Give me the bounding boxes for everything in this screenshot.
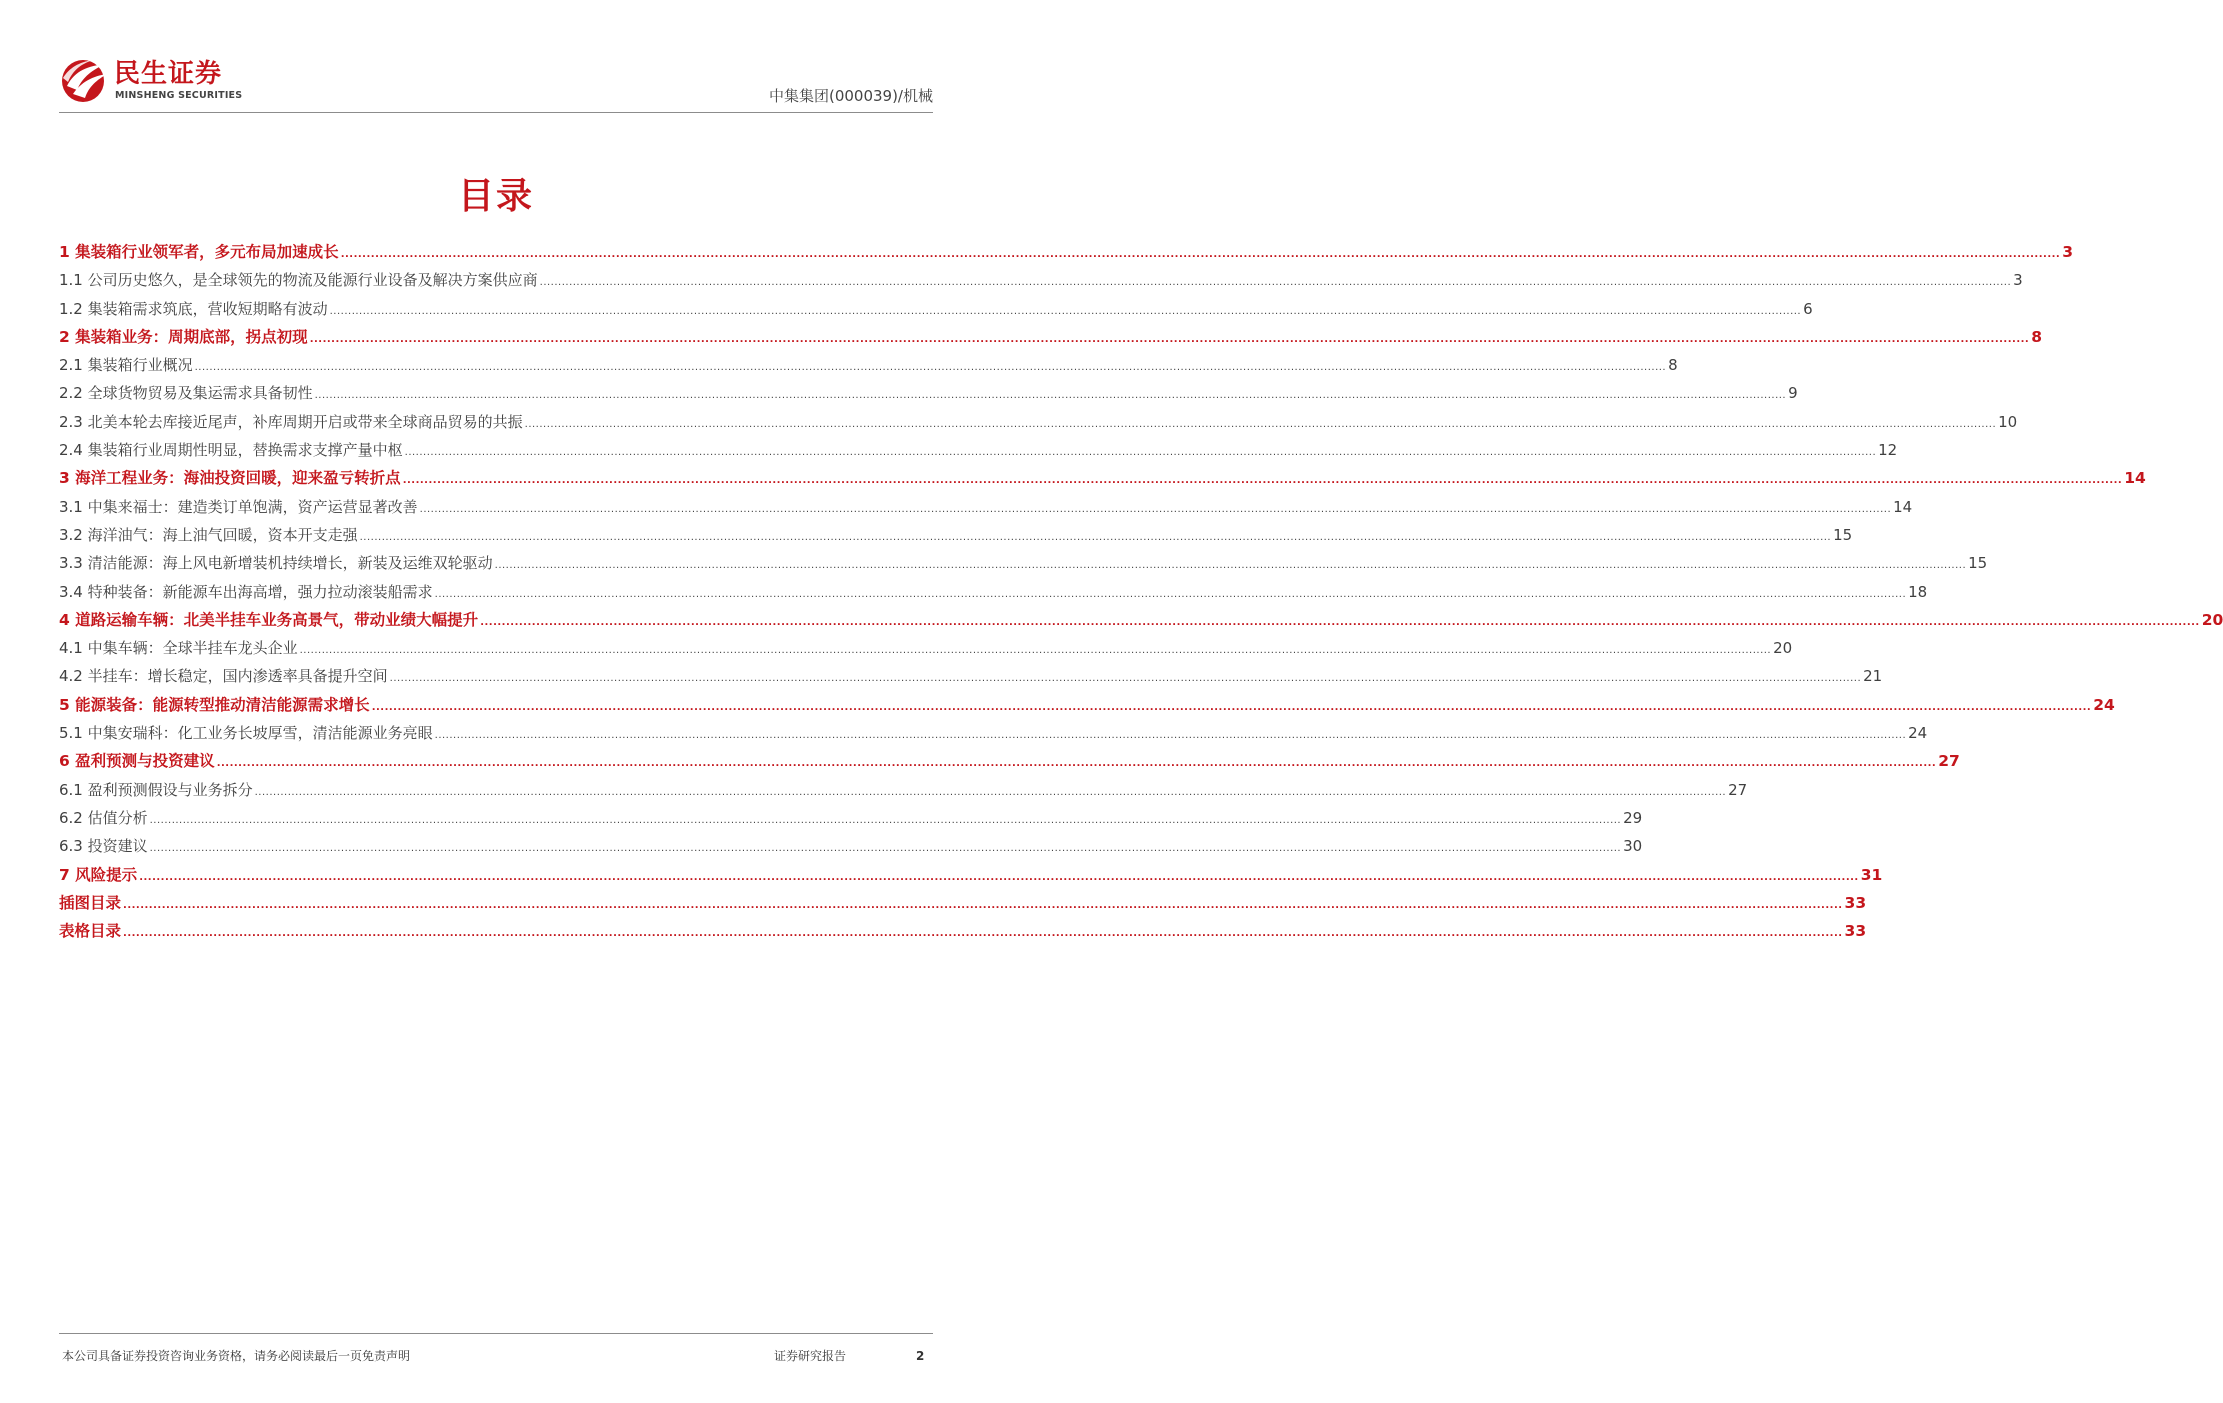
toc-entry-label: 6.1 盈利预测假设与业务拆分: [59, 780, 253, 799]
toc-leader-dots: ................................................................................................................................................................................................................................................................................................................................................................................................................: [371, 701, 2092, 713]
toc-entry-chapter[interactable]: [59, 323, 2043, 351]
toc-entry-label: 3.3 清洁能源：海上风电新增装机持续增长，新装及运维双轮驱动: [59, 554, 493, 573]
toc-entry-section[interactable]: [59, 408, 2018, 436]
logo-english-name: MINSHENG SECURITIES: [115, 90, 243, 101]
toc-leader-dots: ................................................................................................................................................................................................................................................................................................................................................................................................................: [402, 475, 2123, 487]
toc-entry-section[interactable]: [59, 719, 1928, 747]
toc-leader-dots: ................................................................................................................................................................................................................................................................................................................................................................................................................: [389, 673, 1862, 685]
toc-entry-page: 15: [1833, 525, 1853, 544]
toc-leader-dots: ................................................................................................................................................................................................................................................................................................................................................................................................................: [123, 899, 1843, 911]
toc-entry-section[interactable]: [59, 578, 1928, 606]
toc-entry-page: 20: [1773, 639, 1793, 658]
toc-entry-section[interactable]: [59, 634, 1793, 662]
toc-leader-dots: ................................................................................................................................................................................................................................................................................................................................................................................................................: [194, 362, 1667, 374]
toc-entry-page: 6: [1803, 299, 1813, 318]
toc-entry-page: 8: [1668, 356, 1678, 375]
toc-leader-dots: ................................................................................................................................................................................................................................................................................................................................................................................................................: [139, 871, 1859, 883]
toc-leader-dots: ................................................................................................................................................................................................................................................................................................................................................................................................................: [149, 843, 1622, 855]
table-of-contents: [59, 238, 2223, 945]
toc-leader-dots: ................................................................................................................................................................................................................................................................................................................................................................................................................: [419, 503, 1892, 515]
toc-entry-label: 1.2 集装箱需求筑底，营收短期略有波动: [59, 299, 328, 318]
toc-entry-label: 5.1 中集安瑞科：化工业务长坡厚雪，清洁能源业务亮眼: [59, 724, 433, 743]
toc-entry-label: 4 道路运输车辆：北美半挂车业务高景气，带动业绩大幅提升: [59, 610, 479, 629]
toc-title: 目录: [457, 176, 534, 217]
footer-disclaimer: 本公司具备证券投资咨询业务资格，请务必阅读最后一页免责声明: [62, 1349, 411, 1363]
toc-entry-chapter[interactable]: [59, 917, 1867, 945]
toc-entry-section[interactable]: [59, 521, 1853, 549]
toc-entry-page: 31: [1860, 865, 1883, 884]
toc-entry-label: 3.2 海洋油气：海上油气回暖，资本开支走强: [59, 525, 358, 544]
toc-entry-section[interactable]: [59, 266, 2023, 294]
toc-leader-dots: ................................................................................................................................................................................................................................................................................................................................................................................................................: [340, 249, 2061, 260]
toc-leader-dots: ................................................................................................................................................................................................................................................................................................................................................................................................................: [480, 616, 2200, 628]
toc-entry-page: 12: [1878, 441, 1898, 460]
toc-leader-dots: ................................................................................................................................................................................................................................................................................................................................................................................................................: [434, 588, 1907, 600]
logo-chinese-name: 民生证券: [114, 59, 223, 89]
toc-entry-section[interactable]: [59, 493, 1913, 521]
toc-entry-section[interactable]: [59, 832, 1643, 860]
toc-entry-page: 27: [1938, 752, 1960, 771]
toc-entry-page: 15: [1968, 554, 1988, 573]
toc-entry-page: 20: [2201, 610, 2223, 629]
toc-entry-label: 2.4 集装箱行业周期性明显，替换需求支撑产量中枢: [59, 441, 403, 460]
toc-entry-label: 3.4 特种装备：新能源车出海高增，强力拉动滚装船需求: [59, 582, 433, 601]
toc-leader-dots: ................................................................................................................................................................................................................................................................................................................................................................................................................: [524, 418, 1997, 430]
toc-entry-chapter[interactable]: [59, 238, 2074, 266]
toc-entry-label: 6 盈利预测与投资建议: [59, 752, 215, 771]
toc-entry-section[interactable]: [59, 351, 1678, 379]
toc-entry-section[interactable]: [59, 776, 1748, 804]
toc-entry-label: 7 风险提示: [59, 865, 138, 884]
toc-entry-page: 24: [1908, 724, 1928, 743]
toc-entry-page: 33: [1844, 893, 1867, 912]
toc-entry-label: 插图目录: [59, 893, 122, 912]
footer-divider: [59, 1333, 933, 1334]
toc-entry-label: 2.2 全球货物贸易及集运需求具备韧性: [59, 384, 313, 403]
toc-entry-chapter[interactable]: [59, 889, 1867, 917]
toc-entry-label: 3.1 中集来福士：建造类订单饱满，资产运营显著改善: [59, 497, 418, 516]
toc-leader-dots: ................................................................................................................................................................................................................................................................................................................................................................................................................: [216, 758, 1937, 770]
toc-entry-chapter[interactable]: [59, 747, 1960, 775]
toc-leader-dots: ................................................................................................................................................................................................................................................................................................................................................................................................................: [254, 786, 1727, 798]
toc-entry-section[interactable]: [59, 379, 1798, 407]
toc-leader-dots: ................................................................................................................................................................................................................................................................................................................................................................................................................: [329, 305, 1802, 317]
toc-entry-page: 9: [1788, 384, 1798, 403]
report-subject: 中集集团(000039)/机械: [768, 87, 933, 105]
toc-entry-page: 14: [2124, 469, 2146, 488]
toc-entry-chapter[interactable]: [59, 861, 1883, 889]
toc-leader-dots: ................................................................................................................................................................................................................................................................................................................................................................................................................: [494, 560, 1967, 572]
toc-entry-page: 24: [2093, 695, 2115, 714]
toc-entry-label: 表格目录: [59, 922, 122, 941]
toc-entry-page: 14: [1893, 497, 1913, 516]
toc-entry-page: 27: [1728, 780, 1748, 799]
company-logo: [59, 56, 259, 106]
toc-entry-page: 3: [2062, 243, 2074, 261]
toc-entry-page: 3: [2013, 271, 2023, 290]
toc-entry-page: 33: [1844, 922, 1867, 941]
toc-entry-label: 2.1 集装箱行业概况: [59, 356, 193, 375]
toc-leader-dots: ................................................................................................................................................................................................................................................................................................................................................................................................................: [359, 531, 1832, 543]
toc-leader-dots: ................................................................................................................................................................................................................................................................................................................................................................................................................: [434, 730, 1907, 742]
toc-entry-page: 30: [1623, 837, 1643, 856]
toc-leader-dots: ................................................................................................................................................................................................................................................................................................................................................................................................................: [309, 333, 2030, 345]
header-divider: [59, 112, 933, 113]
minsheng-logo-icon: [59, 56, 109, 104]
page-number: 2: [916, 1349, 925, 1363]
toc-entry-page: 8: [2031, 327, 2043, 346]
toc-entry-page: 29: [1623, 808, 1643, 827]
toc-entry-page: 10: [1998, 412, 2018, 431]
toc-entry-chapter[interactable]: [59, 464, 2146, 492]
toc-entry-label: 4.1 中集车辆：全球半挂车龙头企业: [59, 639, 298, 658]
toc-entry-label: 1 集装箱行业领军者，多元布局加速成长: [59, 243, 339, 261]
toc-entry-page: 18: [1908, 582, 1928, 601]
toc-entry-label: 5 能源装备：能源转型推动清洁能源需求增长: [59, 695, 370, 714]
footer-doc-type: 证券研究报告: [774, 1349, 847, 1363]
toc-entry-section[interactable]: [59, 804, 1643, 832]
toc-entry-label: 6.3 投资建议: [59, 837, 148, 856]
toc-leader-dots: ................................................................................................................................................................................................................................................................................................................................................................................................................: [299, 645, 1772, 657]
toc-entry-section[interactable]: [59, 662, 1883, 690]
toc-leader-dots: ................................................................................................................................................................................................................................................................................................................................................................................................................: [149, 814, 1622, 826]
toc-leader-dots: ................................................................................................................................................................................................................................................................................................................................................................................................................: [539, 277, 2012, 289]
toc-entry-label: 4.2 半挂车：增长稳定，国内渗透率具备提升空间: [59, 667, 388, 686]
toc-entry-label: 1.1 公司历史悠久，是全球领先的物流及能源行业设备及解决方案供应商: [59, 271, 538, 290]
toc-entry-label: 3 海洋工程业务：海油投资回暖，迎来盈亏转折点: [59, 469, 401, 488]
toc-entry-label: 2 集装箱业务：周期底部，拐点初现: [59, 327, 308, 346]
toc-entry-page: 21: [1863, 667, 1883, 686]
toc-entry-label: 6.2 估值分析: [59, 808, 148, 827]
toc-leader-dots: ................................................................................................................................................................................................................................................................................................................................................................................................................: [314, 390, 1787, 402]
toc-leader-dots: ................................................................................................................................................................................................................................................................................................................................................................................................................: [123, 928, 1843, 940]
toc-entry-section[interactable]: [59, 295, 1813, 323]
toc-leader-dots: ................................................................................................................................................................................................................................................................................................................................................................................................................: [404, 447, 1877, 459]
toc-entry-chapter[interactable]: [59, 691, 2115, 719]
toc-entry-section[interactable]: [59, 549, 1988, 577]
page-header: [59, 56, 933, 116]
toc-entry-label: 2.3 北美本轮去库接近尾声，补库周期开启或带来全球商品贸易的共振: [59, 412, 523, 431]
toc-entry-chapter[interactable]: [59, 606, 2223, 634]
toc-entry-section[interactable]: [59, 436, 1898, 464]
